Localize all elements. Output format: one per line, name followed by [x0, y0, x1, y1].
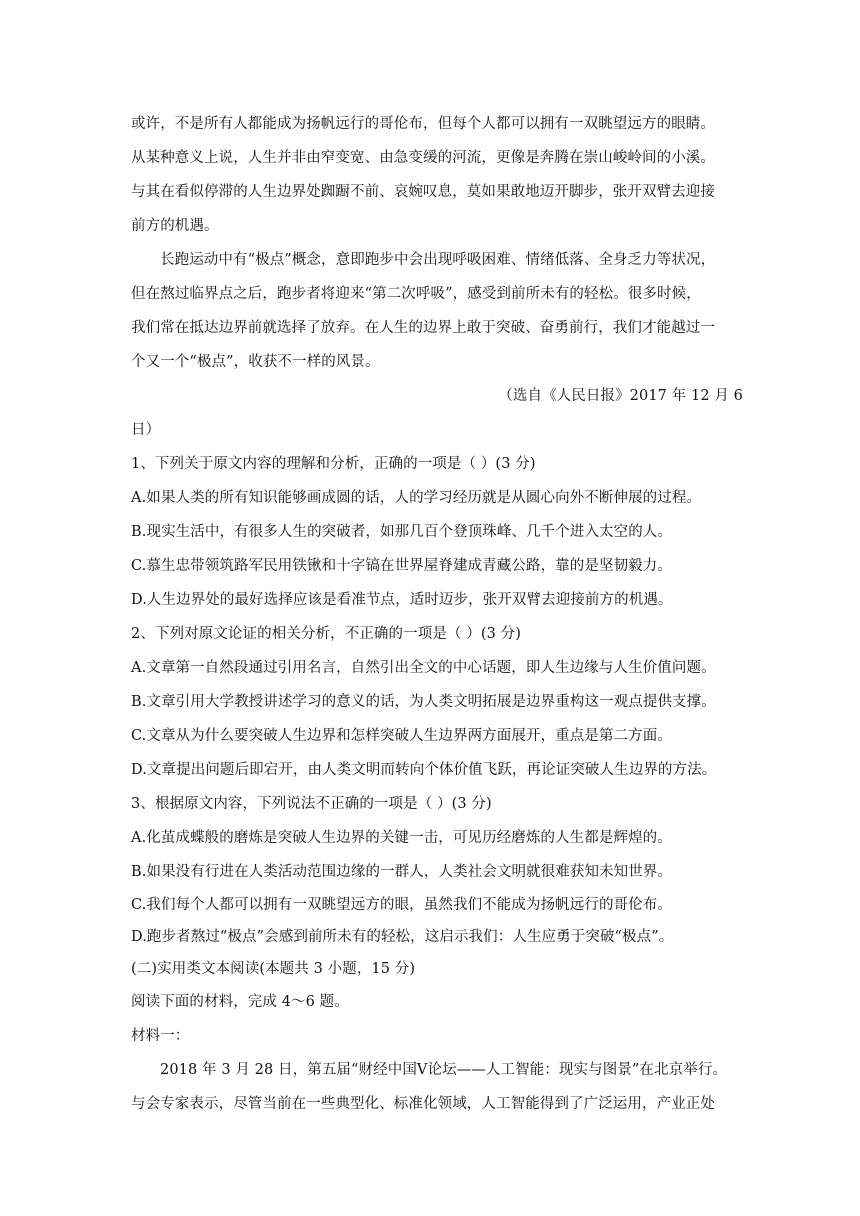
question-1-option-b: B.现实生活中，有很多人生的突破者，如那几百个登顶珠峰、几千个进入太空的人。 — [131, 524, 673, 540]
question-3-option-c: C.我们每个人都可以拥有一双眺望远方的眼，虽然我们不能成为扬帆远行的哥伦布。 — [131, 897, 672, 913]
question-1-option-c: C.慕生忠带领筑路军民用铁锹和十字镐在世界屋脊建成青藏公路，靠的是坚韧毅力。 — [131, 558, 672, 574]
material-label: 材料一： — [131, 1028, 190, 1044]
material-line: 2018 年 3 月 28 日，第五届“财经中国Ⅴ论坛——人工智能：现实与图景”在北京举行。 — [160, 1062, 728, 1078]
paragraph-line: 前方的机遇。 — [131, 218, 219, 234]
question-2-option-c: C.文章从为什么要突破人生边界和怎样突破人生边界两方面展开，重点是第二方面。 — [131, 728, 672, 744]
paragraph-line: 个又一个“极点”，收获不一样的风景。 — [131, 354, 380, 370]
question-3-option-a: A.化茧成蝶般的磨炼是突破人生边界的关键一击，可见历经磨炼的人生都是辉煌的。 — [131, 830, 672, 846]
paragraph-line: 长跑运动中有“极点”概念，意即跑步中会出现呼吸困难、情绪低落、全身乏力等状况， — [160, 252, 716, 268]
paragraph-line: 或许，不是所有人都能成为扬帆远行的哥伦布，但每个人都可以拥有一双眺望远方的眼睛。 — [131, 116, 715, 132]
material-line: 与会专家表示，尽管当前在一些典型化、标准化领域，人工智能得到了广泛运用，产业正处 — [131, 1096, 715, 1112]
question-1-stem: 1、下列关于原文内容的理解和分析，正确的一项是（ ）(3 分) — [131, 456, 536, 472]
paragraph-line: 从某种意义上说，人生并非由窄变宽、由急变缓的河流，更像是奔腾在崇山峻岭间的小溪。 — [131, 150, 715, 166]
paragraph-line: 我们常在抵达边界前就选择了放弃。在人生的边界上敢于突破、奋勇前行，我们才能越过一 — [131, 320, 715, 336]
question-2-option-d: D.文章提出问题后即宕开，由人类文明而转向个体价值飞跃，再论证突破人生边界的方法。 — [131, 762, 717, 778]
source-citation-end: 日） — [131, 422, 161, 438]
paragraph-line: 与其在看似停滞的人生边界处踟蹰不前、哀婉叹息，莫如果敢地迈开脚步，张开双臂去迎接 — [131, 184, 715, 200]
section-heading: (二)实用类文本阅读(本题共 3 小题，15 分) — [131, 961, 416, 977]
document-page — [131, 107, 743, 1121]
question-2-stem: 2、下列对原文论证的相关分析，不正确的一项是（ ）(3 分) — [131, 626, 521, 642]
source-citation: （选自《人民日报》2017 年 12 月 6 — [498, 388, 743, 404]
question-2-option-a: A.文章第一自然段通过引用名言，自然引出全文的中心话题，即人生边缘与人生价值问题。 — [131, 660, 716, 676]
question-1-option-a: A.如果人类的所有知识能够画成圆的话，人的学习经历就是从圆心向外不断伸展的过程。 — [131, 490, 702, 506]
question-3-option-b: B.如果没有行进在人类活动范围边缘的一群人，人类社会文明就很难获知未知世界。 — [131, 864, 673, 880]
question-3-stem: 3、根据原文内容，下列说法不正确的一项是（ ）(3 分) — [131, 796, 492, 812]
question-2-option-b: B.文章引用大学教授讲述学习的意义的话，为人类文明拓展是边界重构这一观点提供支撑。 — [131, 694, 716, 710]
question-3-option-d: D.跑步者熬过“极点”会感到前所未有的轻松，这启示我们：人生应勇于突破“极点”。 — [131, 929, 674, 945]
section-instruction: 阅读下面的材料，完成 4～6 题。 — [131, 994, 349, 1010]
question-1-option-d: D.人生边界处的最好选择应该是看准节点，适时迈步，张开双臂去迎接前方的机遇。 — [131, 592, 673, 608]
paragraph-line: 但在熬过临界点之后，跑步者将迎来“第二次呼吸”，感受到前所未有的轻松。很多时候， — [131, 286, 701, 302]
